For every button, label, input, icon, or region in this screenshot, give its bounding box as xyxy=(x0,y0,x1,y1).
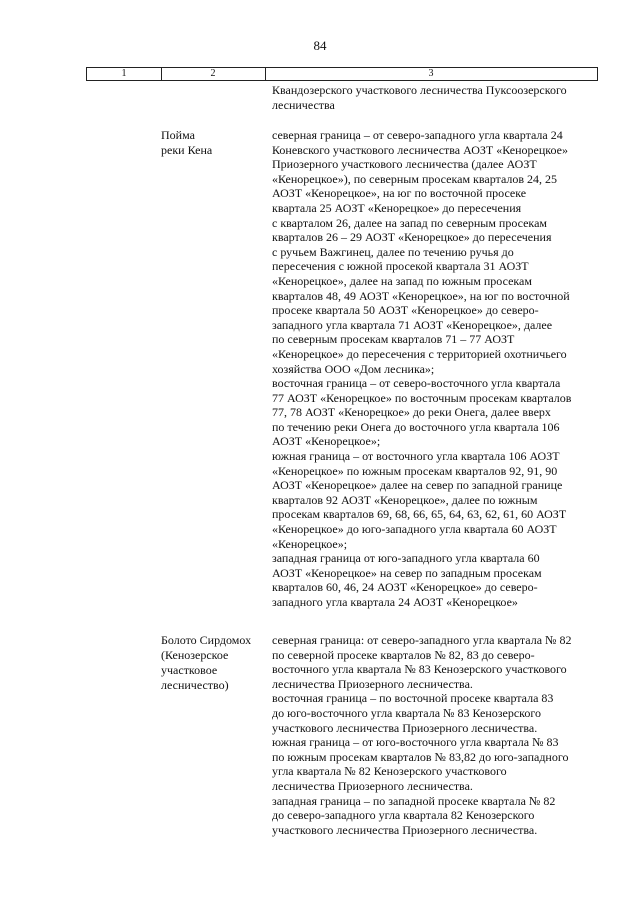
text-line: «Кенорецкое»; xyxy=(272,536,348,551)
area-name-line: (Кенозерское xyxy=(161,648,229,662)
text-line: квартала 25 АОЗТ «Кенорецкое» до пересечения xyxy=(272,200,522,215)
text-line: северная граница: от северо-западного угла квартала № 82 xyxy=(272,633,572,647)
text-line: до северо-западного угла квартала 82 Кенозерского xyxy=(272,808,535,823)
text-line: просеке квартала 50 АОЗТ «Кенорецкое» до северо- xyxy=(272,303,539,318)
text-line: кварталов 48, 49 АОЗТ «Кенорецкое», на юг по восточной xyxy=(272,288,570,303)
text-line: восточного угла квартала № 83 Кенозерского участкового xyxy=(272,662,567,677)
text-line: «Кенорецкое»), по северным просекам кварталов 24, 25 xyxy=(272,171,558,186)
text-line: Приозерного участкового лесничества (далее АОЗТ xyxy=(272,157,537,172)
text-line: до юго-восточного угла квартала № 83 Кенозерского xyxy=(272,705,542,720)
text-line: Коневского участкового лесничества АОЗТ «Кенорецкое» xyxy=(272,142,568,157)
text-line: участкового лесничества Приозерного лесничества. xyxy=(272,822,538,837)
text-line: южная граница – от юго-восточного угла квартала № 83 xyxy=(272,735,559,750)
table-header-col-2: 2 xyxy=(161,68,266,80)
text-line: западного угла квартала 71 АОЗТ «Кенорецкое», далее xyxy=(272,317,553,332)
text-line: кварталов 60, 46, 24 АОЗТ «Кенорецкое» до северо- xyxy=(272,580,538,595)
text-line: АОЗТ «Кенорецкое» на север по западным просекам xyxy=(272,565,542,580)
text-line: западная граница от юго-западного угла квартала 60 xyxy=(272,551,540,566)
area-description-poima xyxy=(272,128,602,610)
text-line: АОЗТ «Кенорецкое», на юг по восточной просеке xyxy=(272,186,527,201)
text-line: «Кенорецкое» до пересечения с территорией охотничьего xyxy=(272,346,567,361)
text-line: восточная граница – от северо-восточного угла квартала xyxy=(272,376,561,391)
page-number: 84 xyxy=(313,38,327,53)
text-line: кварталов 26 – 29 АОЗТ «Кенорецкое» до пересечения xyxy=(272,230,552,245)
text-line: по северным просекам кварталов 71 – 77 АОЗТ xyxy=(272,332,515,347)
text-line: кварталов 92 АОЗТ «Кенорецкое», далее по южным xyxy=(272,492,538,507)
area-name-line: Болото Сирдомох xyxy=(161,633,252,647)
text-line: АОЗТ «Кенорецкое»; xyxy=(272,434,381,449)
text-line: пересечения с южной просекой квартала 31 АОЗТ xyxy=(272,259,529,274)
text-line: угла квартала № 82 Кенозерского участкового xyxy=(272,764,507,779)
text-line: АОЗТ «Кенорецкое» далее на север по западной границе xyxy=(272,478,563,493)
text-line: лесничества Приозерного лесничества. xyxy=(272,778,473,793)
text-line: западного угла квартала 24 АОЗТ «Кенорецкое» xyxy=(272,595,518,609)
text-line: «Кенорецкое» до юго-западного угла квартала 60 АОЗТ xyxy=(272,522,557,537)
table-header-col-3: 3 xyxy=(428,68,434,79)
area-name-line: Пойма xyxy=(161,128,195,142)
continuation-text xyxy=(272,83,602,112)
area-description-sirdomokh xyxy=(272,633,602,837)
area-name-line: участковое xyxy=(161,663,218,677)
text-line: хозяйства ООО «Дом лесника»; xyxy=(272,361,435,376)
area-name-line: лесничество) xyxy=(161,678,229,692)
text-line: северная граница – от северо-западного угла квартала 24 xyxy=(272,128,563,142)
text-line: по течению реки Онега до восточного угла квартала 106 xyxy=(272,419,560,434)
text-line: просекам кварталов 69, 68, 66, 65, 64, 63, 62, 61, 60 АОЗТ xyxy=(272,507,567,522)
area-name-poima xyxy=(161,128,266,158)
text-line: по северной просеке кварталов № 82, 83 до северо- xyxy=(272,647,535,662)
text-line: 77 АОЗТ «Кенорецкое» по восточным просекам кварталов xyxy=(272,390,572,405)
text-line: по южным просекам кварталов № 83,82 до юго-западного xyxy=(272,749,569,764)
text-line: южная граница – от восточного угла квартала 106 АОЗТ xyxy=(272,449,560,464)
table-header-col-1: 1 xyxy=(87,68,162,80)
text-line: лесничества Приозерного лесничества. xyxy=(272,676,473,691)
area-name-line: реки Кена xyxy=(161,143,213,157)
text-line: «Кенорецкое», далее на запад по южным просекам xyxy=(272,273,532,288)
area-name-sirdomokh xyxy=(161,633,266,693)
text-line: Квандозерского участкового лесничества Пуксоозерского xyxy=(272,83,567,97)
text-line: западная граница – по западной просеке квартала № 82 xyxy=(272,793,556,808)
text-line: 77, 78 АОЗТ «Кенорецкое» до реки Онега, далее вверх xyxy=(272,405,551,420)
text-line: с ручьем Важгинец, далее по течению ручья до xyxy=(272,244,514,259)
text-line: участкового лесничества Приозерного лесничества. xyxy=(272,720,538,735)
text-line: с кварталом 26, далее на запад по северным просекам xyxy=(272,215,548,230)
text-line: «Кенорецкое» по южным просекам кварталов 92, 91, 90 xyxy=(272,463,558,478)
text-line: восточная граница – по восточной просеке квартала 83 xyxy=(272,691,554,706)
table-header-row xyxy=(86,67,598,81)
text-line: лесничества xyxy=(272,97,335,112)
